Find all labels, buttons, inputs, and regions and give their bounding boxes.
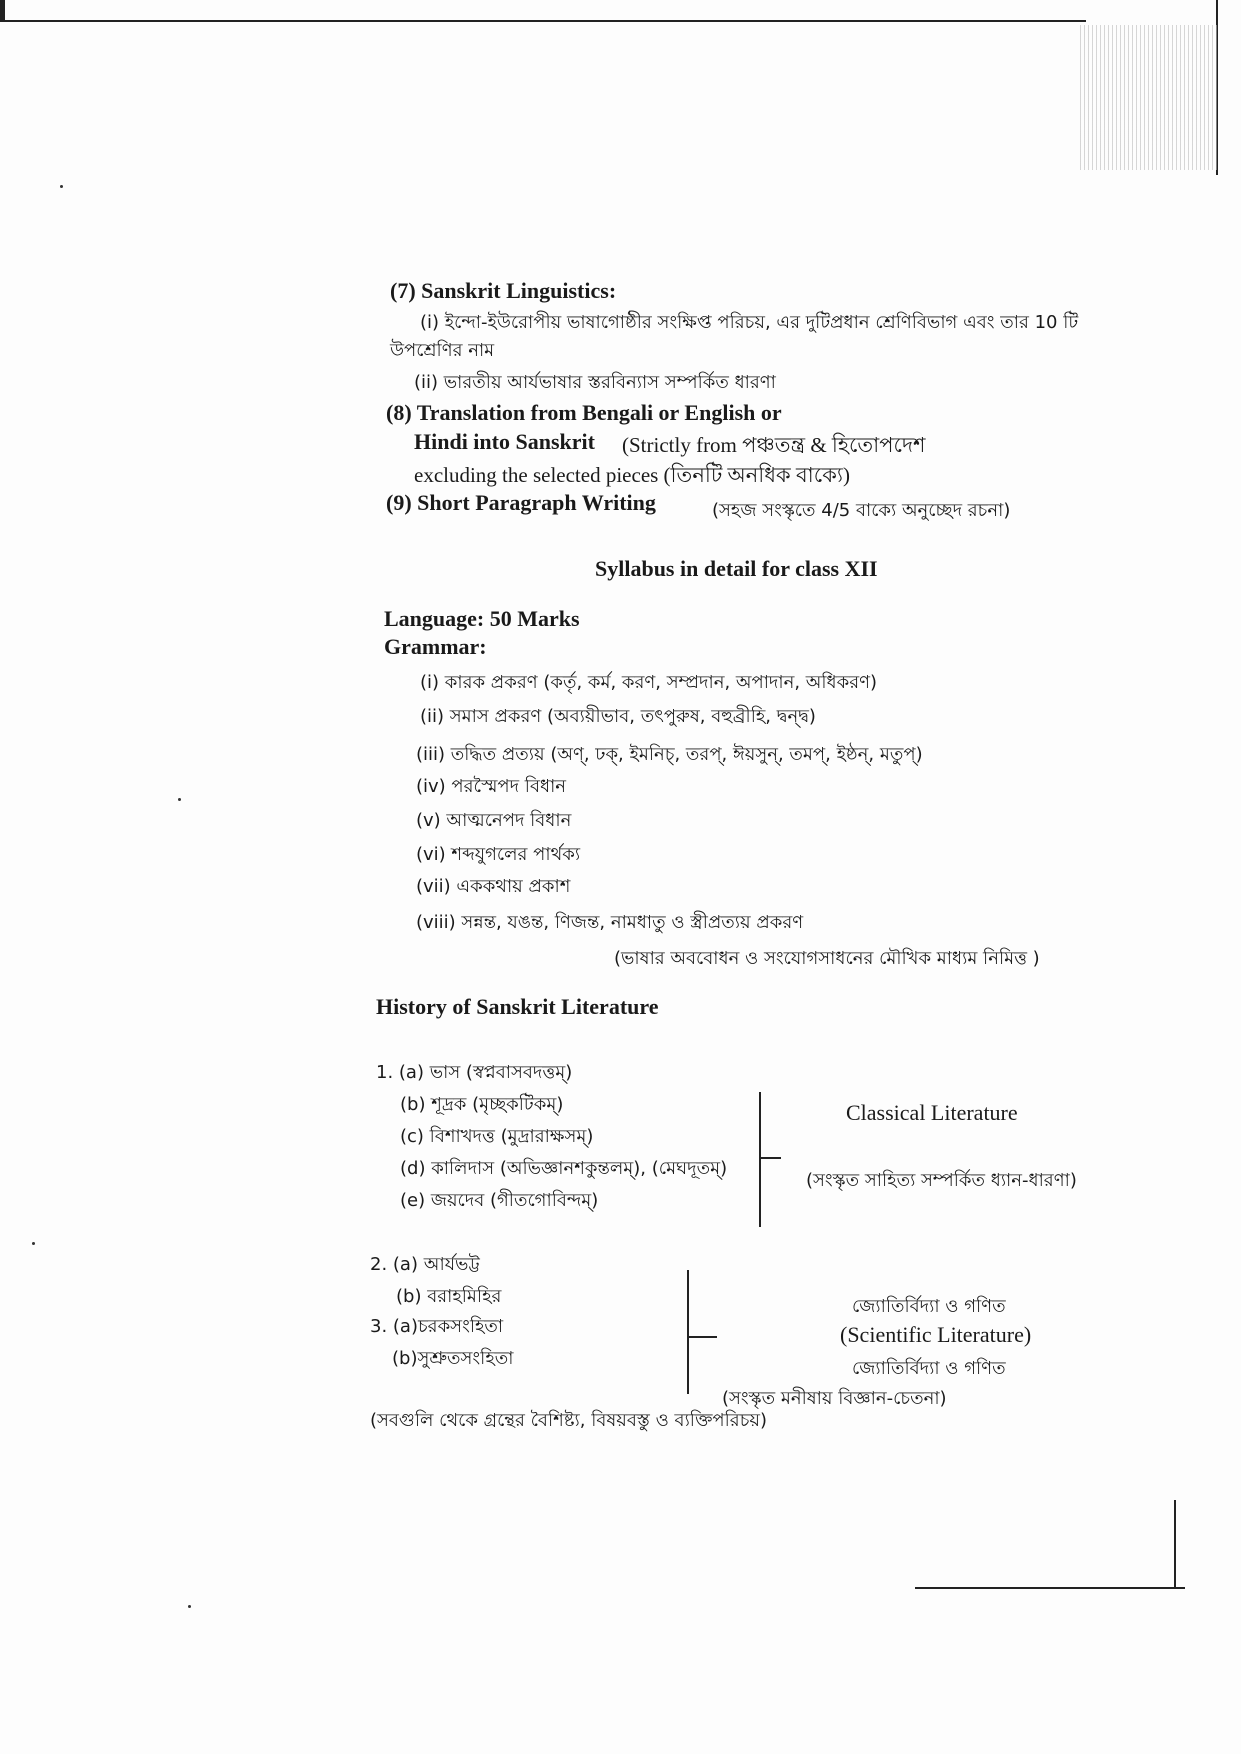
- section7-heading: (7) Sanskrit Linguistics:: [390, 278, 617, 303]
- scan-speck: [188, 1605, 191, 1608]
- language-heading: Language: 50 Marks: [384, 606, 580, 631]
- scan-edge-line-right-bottom: [1174, 1500, 1176, 1588]
- history-heading: History of Sanskrit Literature: [376, 994, 659, 1019]
- scan-speck: [60, 185, 63, 188]
- section8-note-line2: excluding the selected pieces (তিনটি অনধিক বাক্যে): [414, 463, 850, 487]
- grammar-item-2: (ii) সমাস প্রকরণ (অব্যয়ীভাব, তৎপুরুষ, বহুব্রীহি, দ্বন্দ্ব): [420, 706, 816, 727]
- grammar-heading: Grammar:: [384, 634, 487, 659]
- history-group1-note: (সংস্কৃত সাহিত্য সম্পর্কিত ধ্যান-ধারণা): [806, 1170, 1077, 1191]
- bracket-group2-horizontal: [687, 1336, 717, 1338]
- history-group1-item-e: (e) জয়দেব (গীতগোবিন্দম্): [400, 1190, 599, 1211]
- scan-noise-top-right: [1080, 25, 1220, 170]
- scan-edge-line-top: [0, 20, 1086, 22]
- section7-item2: (ii) ভারতীয় আর্যভাষার স্তরবিন্যাস সম্পর্কিত ধারণা: [414, 372, 776, 393]
- scan-speck: [178, 798, 181, 801]
- grammar-item-8: (viii) সন্নন্ত, যঙন্ত, ণিজন্ত, নামধাতু ও স্ত্রীপ্রত্যয় প্রকরণ: [416, 912, 804, 933]
- history-group2-note: (সংস্কৃত মনীষায় বিজ্ঞান-চেতনা): [722, 1388, 947, 1409]
- history-group2-item-3: 3. (a)চরকসংহিতা: [370, 1316, 504, 1337]
- history-group1-item-d: (d) কালিদাস (অভিজ্ঞানশকুন্তলম্), (মেঘদূতম্): [400, 1158, 728, 1179]
- grammar-item-1: (i) কারক প্রকরণ (কর্তৃ, কর্ম, করণ, সম্প্রদান, অপাদান, অধিকরণ): [420, 672, 878, 693]
- syllabus-title: Syllabus in detail for class XII: [595, 556, 878, 581]
- history-group2-item-4: (b)সুশ্রুতসংহিতা: [392, 1348, 514, 1369]
- history-group1-item-c: (c) বিশাখদত্ত (মুদ্রারাক্ষসম্): [400, 1126, 594, 1147]
- bracket-group1-vertical: [759, 1092, 761, 1227]
- history-group1-item-a: 1. (a) ভাস (স্বপ্নবাসবদত্তম্): [376, 1062, 573, 1083]
- bracket-group1-horizontal: [759, 1157, 781, 1159]
- history-group1-label: Classical Literature: [846, 1100, 1018, 1125]
- history-group1-item-b: (b) শূদ্রক (মৃচ্ছকটিকম্): [400, 1094, 564, 1115]
- history-group2-item-1: 2. (a) আর্যভট্ট: [370, 1254, 480, 1275]
- section9-heading: (9) Short Paragraph Writing: [386, 490, 656, 515]
- bracket-group2-vertical: [687, 1270, 689, 1394]
- history-group2-label-line1: জ্যোতির্বিদ্যা ও গণিত: [852, 1296, 1006, 1317]
- grammar-item-7: (vii) এককথায় প্রকাশ: [416, 876, 571, 897]
- history-group2-item-2: (b) বরাহমিহির: [396, 1286, 502, 1307]
- scan-speck: [32, 1242, 35, 1245]
- grammar-item-4: (iv) পরস্মৈপদ বিধান: [416, 776, 567, 797]
- section8-heading-line1: (8) Translation from Bengali or English or: [386, 400, 782, 425]
- section8-note-line1: (Strictly from পঞ্চতন্ত্র & হিতোপদেশ: [622, 433, 926, 457]
- scan-edge-line-bottom: [915, 1587, 1185, 1589]
- section7-item1-line2: উপশ্রেণির নাম: [390, 340, 495, 361]
- history-group2-label-line3: জ্যোতির্বিদ্যা ও গণিত: [852, 1358, 1006, 1379]
- history-footer-note: (সবগুলি থেকে গ্রন্থের বৈশিষ্ট্য, বিষয়বস্তু ও ব্যক্তিপরিচয়): [370, 1410, 768, 1431]
- grammar-item-5: (v) আত্মনেপদ বিধান: [416, 810, 572, 831]
- section8-heading-line2: Hindi into Sanskrit: [414, 429, 595, 454]
- section9-note: (সহজ সংস্কৃতে 4/5 বাক্যে অনুচ্ছেদ রচনা): [712, 500, 1011, 521]
- grammar-note: (ভাষার অববোধন ও সংযোগসাধনের মৌখিক মাধ্যম নিমিত্ত ): [614, 948, 1040, 969]
- section7-item1-line1: (i) ইন্দো-ইউরোপীয় ভাষাগোষ্ঠীর সংক্ষিপ্ত পরিচয়, এর দুটিপ্রধান শ্রেণিবিভাগ এবং তার 10 টি: [420, 312, 1079, 333]
- grammar-item-6: (vi) শব্দযুগলের পার্থক্য: [416, 844, 581, 865]
- grammar-item-3: (iii) তদ্ধিত প্রত্যয় (অণ্, ঢক্, ইমনিচ্, তরপ্, ঈয়সুন্, তমপ্, ইষ্ঠন্, মতুপ্): [416, 744, 923, 765]
- scan-edge-line-left: [0, 0, 5, 22]
- history-group2-label-line2: (Scientific Literature): [840, 1322, 1032, 1347]
